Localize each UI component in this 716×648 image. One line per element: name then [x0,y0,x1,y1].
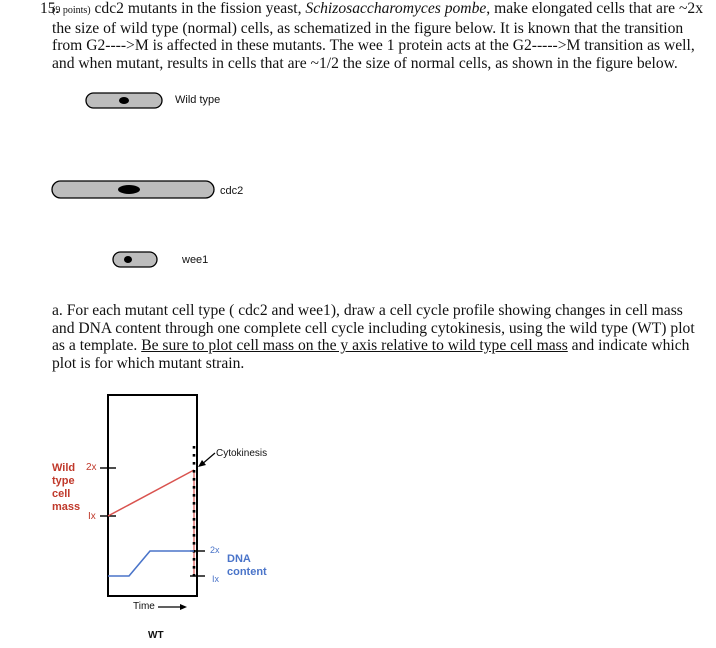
dna-label-line1: DNA [227,553,251,565]
part-a-underlined: Be sure to plot cell mass on the y axis relative to wild type cell mass [141,337,568,354]
time-arrowhead [180,604,187,610]
dna-2x-label: 2x [210,545,220,555]
question-text-part1: cdc2 mutants in the fission yeast, [90,0,306,17]
species-name: Schizosaccharomyces pombe [305,0,487,17]
wild-type-label: Wild type [175,94,221,106]
dna-1x-label: Ix [212,574,220,584]
y-axis-label-line4: mass [52,501,81,513]
dna-label-line2: content [227,566,267,578]
question-text-part2: , make elongated cells that are ~2x the size of wild type (normal) cells, as schematized in the figure below. It is known that the transition from G2---->M is affected in these mutants. The wee 1 protein acts at the G2----->M transition as well, and when mutant, results in cells that are ~1/2 the size of normal cells, as shown in the figure below. [52,0,703,72]
part-a-text-2: and indicate which plot is for which mutant strain. [52,337,690,372]
cytokinesis-label: Cytokinesis [216,448,268,459]
mass-1x-label: Ix [88,511,96,522]
y-axis-label [52,462,80,514]
plot-frame [108,395,197,596]
y-axis-label-line1: Wild [52,462,76,474]
wee1-label: wee1 [182,254,209,266]
strain-label: WT [148,630,164,641]
mass-2x-label: 2x [86,462,97,473]
part-a-text-1: a. For each mutant cell type ( cdc2 and wee1), draw a cell cycle profile showing changes in cell mass and DNA content through one complete cell cycle including cytokinesis, using the wild type (WT) plot as a template. [52,302,695,354]
dna-content-label [227,553,267,579]
cdc2-label: cdc2 [220,185,244,197]
time-label: Time [133,601,155,612]
dna-line [108,551,194,576]
y-axis-label-line2: type [52,475,75,487]
mass-line [108,470,194,516]
y-axis-label-line3: cell [52,488,71,500]
question-number: 15. [40,0,60,17]
question-points: (9 points) [52,5,91,16]
